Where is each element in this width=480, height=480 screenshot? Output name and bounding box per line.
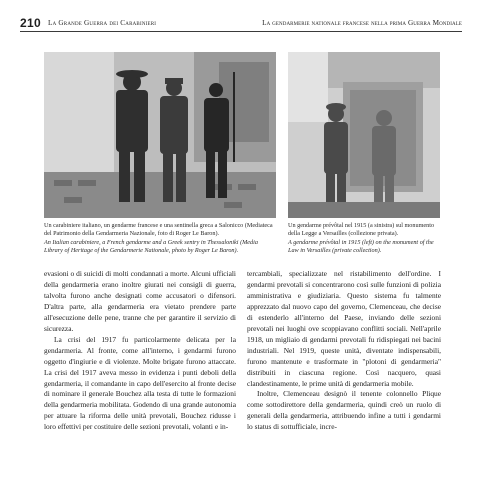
running-head bbox=[20, 17, 462, 32]
caption-right bbox=[288, 222, 442, 255]
body-paragraph: Inoltre, Clemenceau designò il tenente colonnello Plique come sottodirettore della gendarmeria, quindi creò un ruolo di generali della gendarmeria, attribuendo infine a tutti i gendarmi lo status di sottufficiale, incre- bbox=[247, 389, 441, 432]
photo-three-soldiers bbox=[44, 52, 276, 218]
caption-left-english: An Italian carabiniere, a French gendarme and a Greek sentry in Thessaloniki (Media Library of Heritage of the Gendarmerie Nationale, photo by Roger Le Baron). bbox=[44, 238, 258, 254]
caption-left bbox=[44, 222, 278, 255]
caption-right-english: A gendarme prévôtal in 1915 (left) on the monument of the Law in Versailles (private collection). bbox=[288, 238, 434, 254]
body-column-right bbox=[247, 269, 441, 433]
caption-left-italian: Un carabiniere italiano, un gendarme francese e una sentinella greca a Salonicco (Mediateca del Patrimonio della Gendarmeria Nazionale, foto di Roger Le Baron). bbox=[44, 222, 273, 238]
body-paragraph: tercambiali, specializzate nel ristabilimento dell'ordine. I gendarmi prevotali si concentrarono così sulle funzioni di polizia amministrativa e giudiziaria. Questo sistema fu talmente apprezzato dal nuovo capo del governo, Clemenceau, che decise di estenderlo all'interno del Paese, inviando delle sezioni prevotali nei luoghi ove scoppiavano conflitti sociali. Nell'aprile 1918, un migliaio di gendarmi prevotali fu ridispiegati nei bacini industriali. Nel 1919, queste unità, diventate indispensabili, furono mantenute e trasformate in "plotoni di gendarmeria" distribuiti in ciascuna regione. Così nacquero, quasi clandestinamente, le prime unità di gendarmeria mobile. bbox=[247, 269, 441, 388]
page-number: 210 bbox=[20, 16, 41, 30]
book-title: La Grande Guerra dei Carabinieri bbox=[48, 19, 157, 27]
body-column-left bbox=[44, 269, 236, 433]
chapter-title: La gendarmerie nationale francese nella prima Guerra Mondiale bbox=[262, 19, 462, 27]
photo-three-soldiers-image bbox=[44, 52, 276, 218]
photo-monument bbox=[288, 52, 440, 218]
body-paragraph: evasioni o di suicidi di molti condannati a morte. Alcuni ufficiali della gendarmeria erano inoltre giurati nei consigli di guerra, talvolta furono anche designati come accusatori o difensori. D'altra parte, alla gendarmeria era vietato prendere parte all'esecuzione delle pene, tranne che per garantire il servizio di sicurezza. bbox=[44, 269, 236, 333]
caption-right-italian: Un gendarme prévôtal nel 1915 (a sinistra) sul monumento della Legge a Versailles (collezione privata). bbox=[288, 222, 435, 238]
photo-monument-image bbox=[288, 52, 440, 218]
body-paragraph: La crisi del 1917 fu particolarmente delicata per la gendarmeria. Al fronte, come all'interno, i gendarmi furono oggetto d'ingiurie e di violenze. Molte brigate furono attaccate. La crisi del 1917 aveva messo in evidenza i punti deboli della gendarmeria, il comandante in capo dell'esercito al fronte decise di nominare il generale Bouchez alla testa di tutte le formazioni della gendarmeria mobilitata. Godendo di una grande autonomia per attuare la riforma delle unità prevotali, Bouchez ridusse i loro effettivi per costituire delle sezioni prevotali, volanti e in- bbox=[44, 334, 236, 432]
